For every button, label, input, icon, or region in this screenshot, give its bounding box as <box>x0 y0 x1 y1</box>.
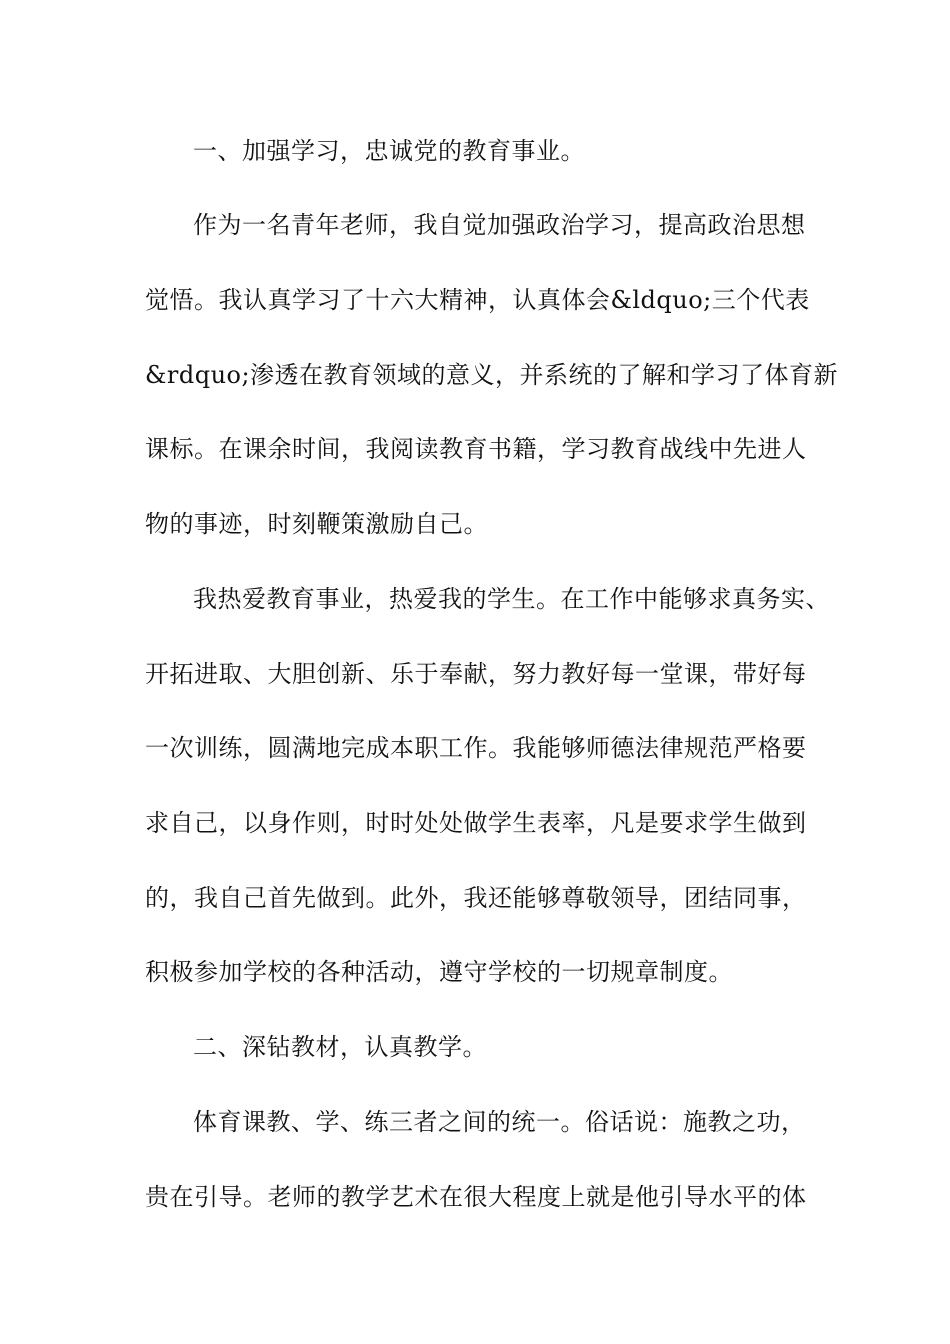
paragraph-line: 求自己，以身作则，时时处处做学生表率，凡是要求学生做到 <box>145 809 807 837</box>
paragraph-line: 一次训练，圆满地完成本职工作。我能够师德法律规范严格要 <box>145 734 807 762</box>
paragraph-line: 作为一名青年老师，我自觉加强政治学习，提高政治思想 <box>193 211 806 239</box>
paragraph-line: 贵在引导。老师的教学艺术在很大程度上就是他引导水平的体 <box>145 1183 807 1211</box>
paragraph-line: 开拓进取、大胆创新、乐于奉献，努力教好每一堂课，带好每 <box>145 660 807 688</box>
paragraph-line: &rdquo;渗透在教育领域的意义，并系统的了解和学习了体育新 <box>145 361 839 389</box>
paragraph-line: 的，我自己首先做到。此外，我还能够尊敬领导，团结同事， <box>145 884 807 912</box>
section-heading-2: 二、深钻教材，认真教学。 <box>193 1033 487 1061</box>
paragraph-line: 体育课教、学、练三者之间的统一。俗话说：施教之功， <box>193 1108 806 1136</box>
paragraph-line: 觉悟。我认真学习了十六大精神，认真体会&ldquo;三个代表 <box>145 286 810 314</box>
section-heading-1: 一、加强学习，忠诚党的教育事业。 <box>193 137 585 165</box>
paragraph-line: 积极参加学校的各种活动，遵守学校的一切规章制度。 <box>145 958 733 986</box>
paragraph-line: 课标。在课余时间，我阅读教育书籍，学习教育战线中先进人 <box>145 435 807 463</box>
paragraph-line: 物的事迹，时刻鞭策激励自己。 <box>145 510 488 538</box>
paragraph-line: 我热爱教育事业，热爱我的学生。在工作中能够求真务实、 <box>193 585 830 613</box>
